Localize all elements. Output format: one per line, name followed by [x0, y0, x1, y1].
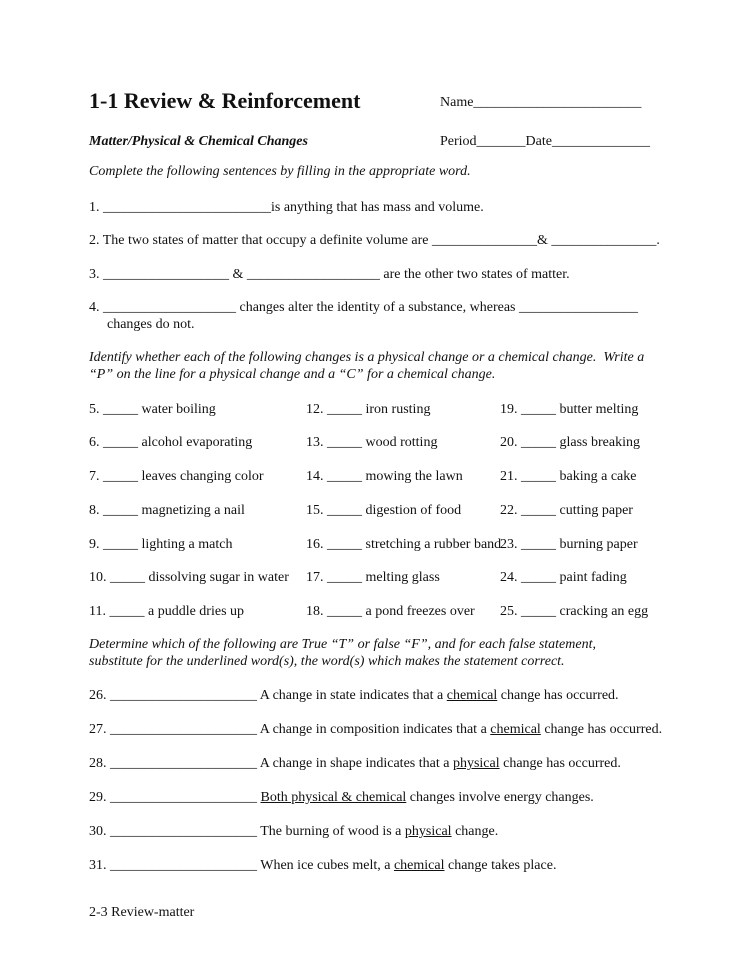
change-item[interactable]: 24. _____ paint fading — [500, 570, 627, 585]
answer-blank: 27. _____________________ — [89, 722, 260, 737]
change-item[interactable]: 22. _____ cutting paper — [500, 503, 633, 518]
change-item[interactable]: 8. _____ magnetizing a nail — [89, 503, 245, 518]
change-item[interactable]: 14. _____ mowing the lawn — [306, 469, 463, 484]
answer-blank: 29. _____________________ — [89, 790, 261, 805]
question-3: 3. __________________ & ___________________ are the other two states of matter. — [89, 267, 570, 282]
section3-instruction-2: substitute for the underlined word(s), the word(s) which makes the statement correct. — [89, 654, 565, 669]
underlined-word: chemical — [490, 722, 541, 737]
change-item[interactable]: 21. _____ baking a cake — [500, 469, 637, 484]
period-date-field[interactable]: Period_______Date______________ — [440, 134, 650, 149]
statement-text: The burning of wood is a — [260, 824, 405, 839]
change-item[interactable]: 23. _____ burning paper — [500, 537, 638, 552]
statement-text: A change in shape indicates that a — [259, 756, 453, 771]
underlined-word: physical — [452, 756, 500, 771]
answer-blank: 28. _____________________ — [89, 756, 260, 771]
true-false-item[interactable] — [89, 688, 619, 704]
statement-text: change has occurred. — [497, 688, 619, 703]
section1-instruction: Complete the following sentences by filling in the appropriate word. — [89, 164, 471, 179]
change-item[interactable]: 5. _____ water boiling — [89, 402, 216, 417]
change-item[interactable]: 6. _____ alcohol evaporating — [89, 435, 253, 450]
change-item[interactable]: 10. _____ dissolving sugar in water — [89, 570, 289, 585]
change-item[interactable]: 16. _____ stretching a rubber band — [306, 537, 502, 552]
change-item[interactable]: 12. _____ iron rusting — [306, 402, 431, 417]
change-item[interactable]: 17. _____ melting glass — [306, 570, 440, 585]
section2-instruction-2: “P” on the line for a physical change and a “C” for a chemical change. — [89, 367, 496, 382]
change-item[interactable]: 20. _____ glass breaking — [500, 435, 640, 450]
change-item[interactable]: 19. _____ butter melting — [500, 402, 639, 417]
name-field[interactable]: Name________________________ — [440, 95, 642, 110]
statement-text: changes involve energy changes. — [406, 790, 594, 805]
subtitle: Matter/Physical & Chemical Changes — [89, 134, 308, 149]
question-2: 2. The two states of matter that occupy a definite volume are _______________& _______________. — [89, 233, 660, 248]
change-item[interactable]: 18. _____ a pond freezes over — [306, 604, 475, 619]
statement-text: change has occurred. — [499, 756, 621, 771]
true-false-item[interactable] — [89, 824, 498, 840]
true-false-item[interactable] — [89, 790, 594, 806]
true-false-item[interactable] — [89, 756, 621, 772]
true-false-item[interactable] — [89, 722, 662, 738]
change-item[interactable]: 9. _____ lighting a match — [89, 537, 233, 552]
statement-text: A change in composition indicates that a — [259, 722, 491, 737]
answer-blank: 30. _____________________ — [89, 824, 261, 839]
underlined-word: chemical — [393, 858, 445, 873]
question-4-cont: changes do not. — [107, 317, 195, 332]
footer-label: 2-3 Review-matter — [89, 905, 195, 920]
change-item[interactable]: 13. _____ wood rotting — [306, 435, 438, 450]
statement-text: change takes place. — [444, 858, 557, 873]
statement-text: change has occurred. — [540, 722, 663, 737]
question-4: 4. ___________________ changes alter the identity of a substance, whereas _________________ — [89, 300, 639, 315]
statement-text: change. — [451, 824, 499, 839]
answer-blank: 31. _____________________ — [89, 858, 261, 873]
section3-instruction: Determine which of the following are True “T” or false “F”, and for each false statement, — [89, 637, 596, 652]
answer-blank: 26. _____________________ — [89, 688, 260, 703]
statement-text: When ice cubes melt, a — [260, 858, 394, 873]
change-item[interactable]: 25. _____ cracking an egg — [500, 604, 649, 619]
page-title: 1-1 Review & Reinforcement — [89, 88, 361, 113]
statement-text: A change in state indicates that a — [259, 688, 447, 703]
change-item[interactable]: 15. _____ digestion of food — [306, 503, 462, 518]
question-1: 1. ________________________is anything that has mass and volume. — [89, 200, 484, 215]
change-item[interactable]: 11. _____ a puddle dries up — [89, 604, 245, 619]
underlined-word: physical — [404, 824, 452, 839]
true-false-item[interactable] — [89, 858, 556, 874]
change-item[interactable]: 7. _____ leaves changing color — [89, 469, 264, 484]
underlined-word: chemical — [446, 688, 498, 703]
underlined-word: Both physical & chemical — [260, 790, 407, 805]
section2-instruction: Identify whether each of the following changes is a physical change or a chemical change. Write a — [89, 350, 645, 365]
